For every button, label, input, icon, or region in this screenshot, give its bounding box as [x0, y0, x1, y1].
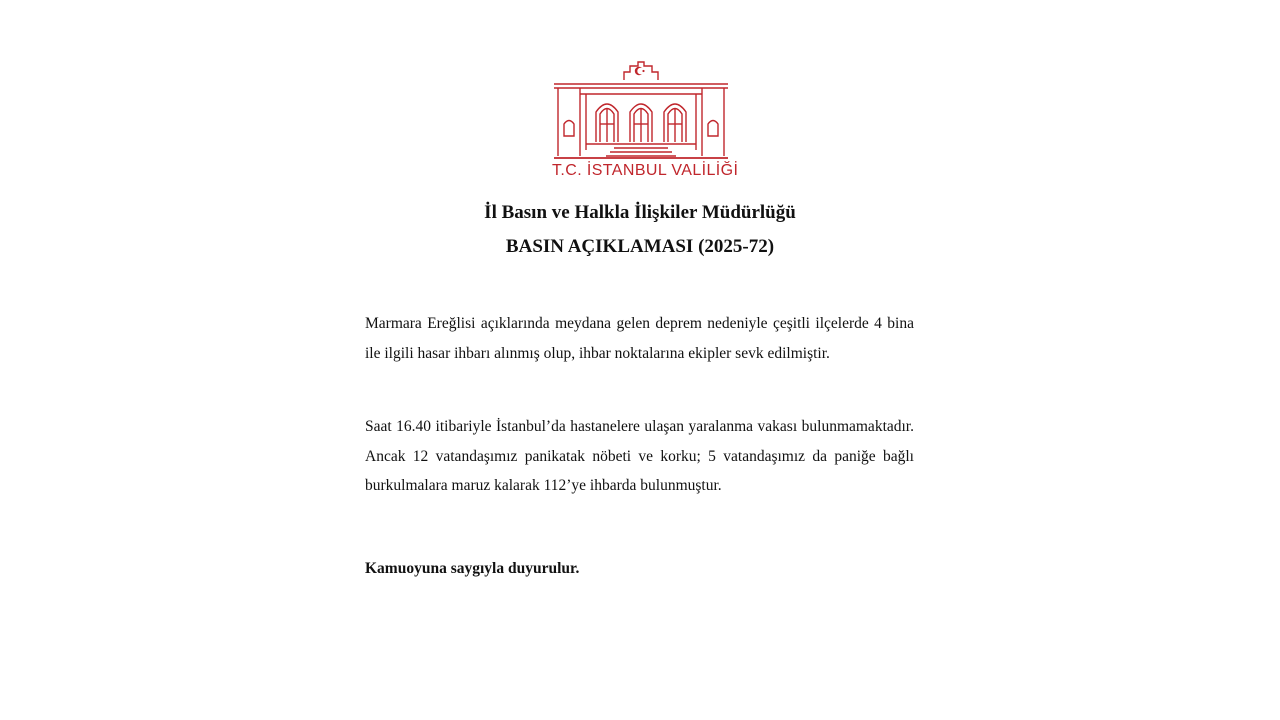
press-release-title: BASIN AÇIKLAMASI (2025-72) [505, 236, 775, 257]
body-paragraph-2: Saat 16.40 itibariyle İstanbul’da hastanelere ulaşan yaralanma vakası bulunmamaktadır. Ancak 12 vatandaşımız panikatak nöbeti ve korku; 5 vatandaşımız da paniğe bağlı burkulmalara maruz kalarak 112’ye ihbarda bulunmuştur. [365, 418, 914, 494]
body-paragraph-1: Marmara Ereğlisi açıklarında meydana gelen deprem nedeniyle çeşitli ilçelerde 4 bina ile ilgili hasar ihbarı alınmış olup, ihbar noktalarına ekipler sevk edilmiştir. [365, 315, 914, 362]
department-heading: İl Basın ve Halkla İlişkiler Müdürlüğü [484, 202, 796, 223]
istanbul-governorship-building-icon [552, 58, 730, 162]
logo-caption: T.C. İSTANBUL VALİLİĞİ [552, 162, 739, 179]
closing-statement: Kamuoyuna saygıyla duyurulur. [365, 560, 580, 577]
istanbul-governorship-logo [552, 58, 739, 186]
